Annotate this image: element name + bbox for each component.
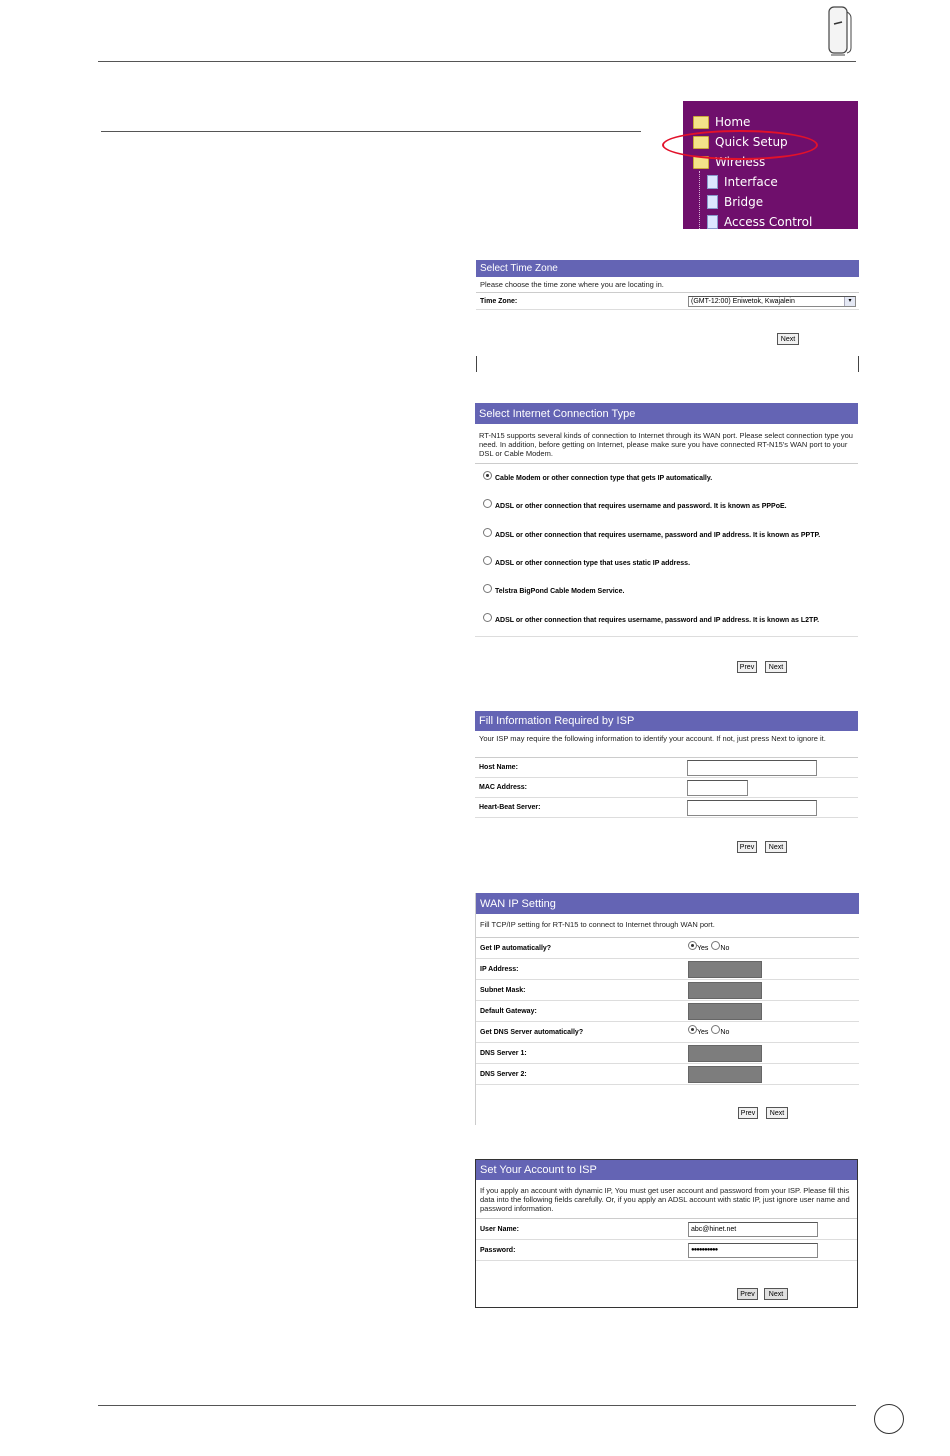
get-dns-label: Get DNS Server automatically? (480, 1028, 584, 1036)
connection-option-static[interactable]: ADSL or other connection type that uses static IP address. (483, 559, 690, 568)
radio-button[interactable] (711, 941, 720, 950)
prev-button[interactable]: Prev (738, 1107, 758, 1119)
ip-address-row (476, 959, 859, 980)
chevron-down-icon: ▾ (844, 297, 855, 306)
radio-button[interactable] (483, 584, 492, 593)
menu-item-access-control[interactable] (707, 215, 812, 229)
mac-address-input[interactable] (687, 780, 748, 796)
next-button[interactable]: Next (765, 841, 787, 853)
document-icon (707, 195, 718, 209)
default-gateway-label: Default Gateway: (480, 1007, 537, 1015)
user-name-input[interactable]: abc@hinet.net (688, 1222, 818, 1237)
dns-server-1-label: DNS Server 1: (480, 1049, 527, 1057)
ip-address-input[interactable] (688, 961, 762, 978)
router-icon (826, 4, 852, 58)
folder-icon (693, 116, 709, 129)
radio-button[interactable] (711, 1025, 720, 1034)
connection-option-cable[interactable]: Cable Modem or other connection type that gets IP automatically. (483, 474, 712, 483)
prev-button[interactable]: Prev (737, 661, 757, 673)
next-button[interactable]: Next (766, 1107, 788, 1119)
panel-title: Select Time Zone (476, 260, 859, 277)
heartbeat-input[interactable] (687, 800, 817, 816)
panel-description: If you apply an account with dynamic IP, You must get user account and password from your ISP. Please fill this data into the following fields carefully. Or, if you apply an ADSL account with static IP, just ignore user name and password information. (476, 1180, 857, 1219)
heartbeat-label: Heart-Beat Server: (479, 804, 541, 811)
menu-item-label: Access Control (724, 215, 813, 229)
host-name-label: Host Name: (479, 764, 518, 771)
connection-option-bigpond[interactable]: Telstra BigPond Cable Modem Service. (483, 587, 624, 596)
get-ip-row: Get IP automatically? Yes No (476, 938, 859, 959)
default-gateway-input[interactable] (688, 1003, 762, 1020)
page-number-circle (874, 1404, 904, 1434)
get-ip-label: Get IP automatically? (480, 944, 552, 952)
menu-item-bridge[interactable] (707, 195, 763, 209)
radio-button[interactable] (688, 1025, 697, 1034)
radio-button[interactable] (483, 613, 492, 622)
subnet-mask-label: Subnet Mask: (480, 986, 526, 994)
wan-ip-panel (475, 893, 859, 1125)
menu-item-label: Quick Setup (715, 135, 788, 149)
panel-title: Select Internet Connection Type (475, 403, 858, 424)
timezone-label: Time Zone: (480, 297, 518, 305)
menu-item-label: Wireless (715, 155, 766, 169)
dns-server-2-label: DNS Server 2: (480, 1070, 527, 1078)
menu-item-label: Interface (724, 175, 778, 189)
document-icon (707, 175, 718, 189)
timezone-select[interactable]: (GMT-12:00) Eniwetok, Kwajalein ▾ (688, 296, 856, 307)
mac-address-row (475, 778, 858, 798)
dns-server-2-input[interactable] (688, 1066, 762, 1083)
isp-account-panel (475, 1159, 858, 1308)
footer-rule (98, 1405, 856, 1406)
radio-button[interactable] (483, 499, 492, 508)
dns-server-1-input[interactable] (688, 1045, 762, 1062)
quick-setup-highlight (662, 130, 818, 160)
header-rule (98, 61, 856, 62)
default-gateway-row (476, 1001, 859, 1022)
document-icon (707, 215, 718, 229)
section-rule (101, 131, 641, 132)
panel-description: Fill TCP/IP setting for RT-N15 to connect to Internet through WAN port. (476, 914, 859, 938)
subnet-mask-input[interactable] (688, 982, 762, 999)
next-button[interactable]: Next (765, 661, 787, 673)
user-name-label: User Name: (480, 1225, 519, 1233)
host-name-input[interactable] (687, 760, 817, 776)
menu-item-interface[interactable] (707, 175, 778, 189)
connection-option-pptp[interactable]: ADSL or other connection that requires username, password and IP address. It is known as PPTP. (483, 531, 820, 540)
menu-item-label: Home (715, 115, 751, 129)
nav-menu (683, 101, 858, 229)
user-name-row (476, 1219, 857, 1240)
next-button[interactable]: Next (764, 1288, 788, 1300)
heartbeat-row (475, 798, 858, 818)
menu-item-home[interactable] (693, 115, 750, 129)
password-input[interactable]: ●●●●●●●●●● (688, 1243, 818, 1258)
panel-description: Your ISP may require the following information to identify your account. If not, just press Next to ignore it. (475, 731, 858, 758)
dns-server-2-row (476, 1064, 859, 1085)
get-dns-row: Get DNS Server automatically? Yes No (476, 1022, 859, 1043)
subnet-mask-row (476, 980, 859, 1001)
mac-address-label: MAC Address: (479, 784, 527, 791)
panel-title: Set Your Account to ISP (476, 1160, 857, 1180)
dns-server-1-row (476, 1043, 859, 1064)
connection-option-l2tp[interactable]: ADSL or other connection that requires username, password and IP address. It is known as L2TP. (483, 616, 819, 625)
timezone-row (476, 293, 859, 310)
connection-option-pppoe[interactable]: ADSL or other connection that requires username and password. It is known as PPPoE. (483, 502, 787, 511)
host-name-row (475, 758, 858, 778)
radio-button[interactable] (688, 941, 697, 950)
next-button[interactable]: Next (777, 333, 799, 345)
isp-info-panel (475, 711, 858, 866)
timezone-panel (475, 260, 859, 372)
panel-title: WAN IP Setting (476, 893, 859, 914)
panel-description: RT-N15 supports several kinds of connection to Internet through its WAN port. Please select connection type you need. In addition, before getting on Internet, please make sure you have connected RT-N15's WAN port to your DSL or Cable Modem. (475, 424, 858, 464)
radio-button[interactable] (483, 556, 492, 565)
radio-button[interactable] (483, 528, 492, 537)
prev-button[interactable]: Prev (737, 841, 757, 853)
panel-title: Fill Information Required by ISP (475, 711, 858, 731)
menu-item-label: Bridge (724, 195, 764, 209)
radio-button[interactable] (483, 471, 492, 480)
password-label: Password: (480, 1246, 516, 1254)
connection-type-panel (475, 403, 858, 686)
ip-address-label: IP Address: (480, 965, 519, 973)
password-row (476, 1240, 857, 1261)
prev-button[interactable]: Prev (737, 1288, 758, 1300)
panel-description: Please choose the time zone where you are locating in. (476, 277, 859, 293)
